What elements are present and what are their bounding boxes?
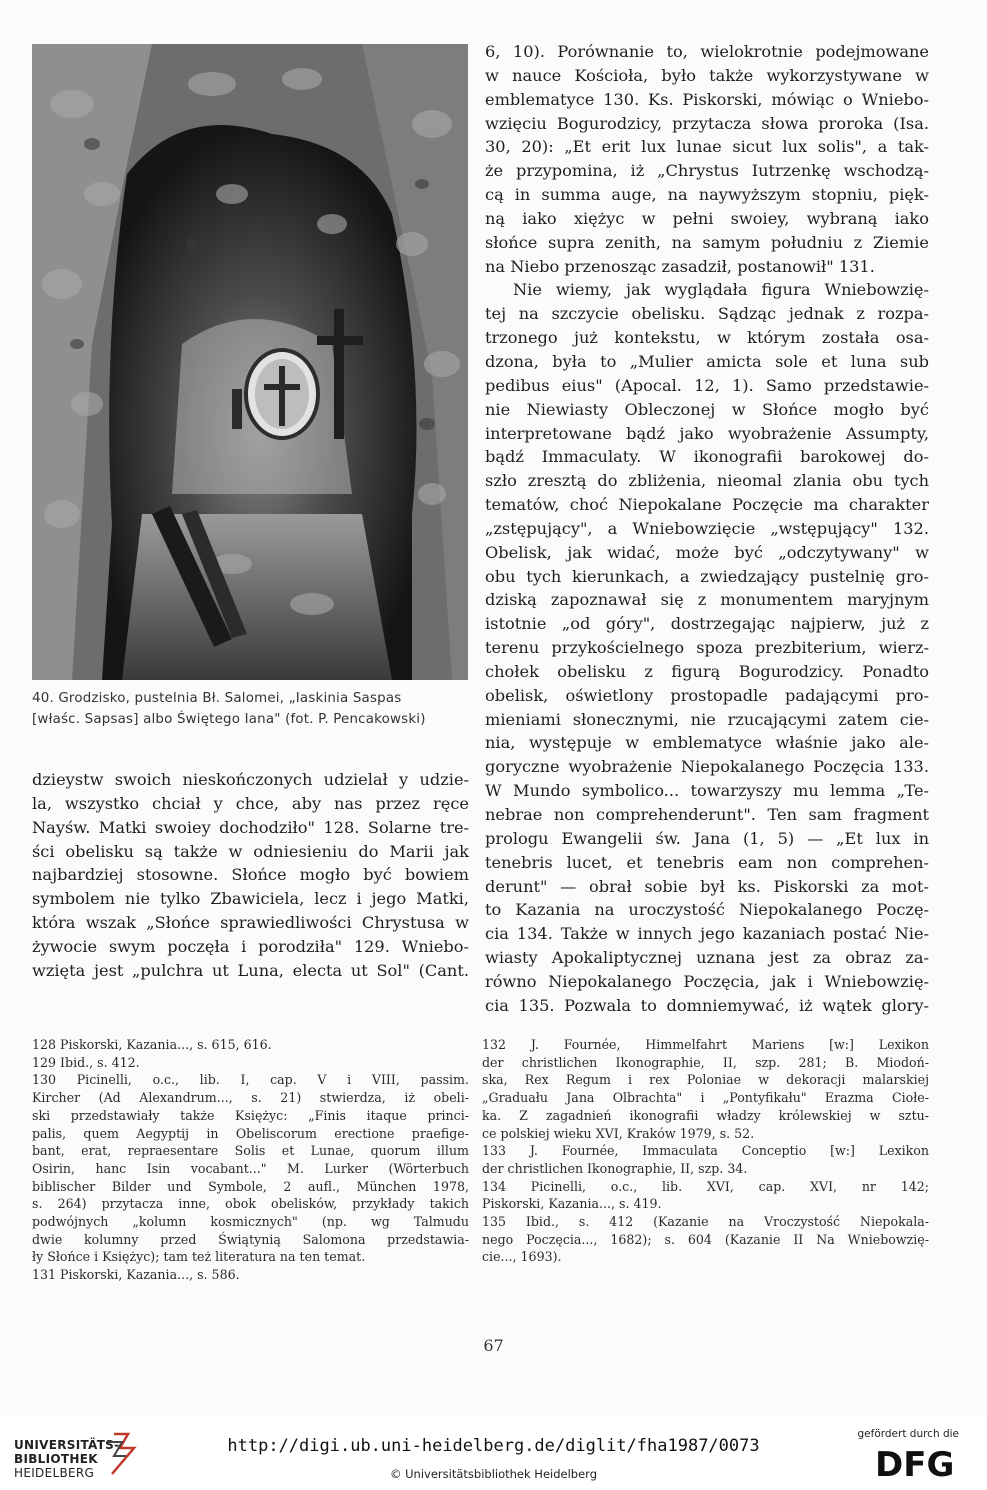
footnote-line: 135 Ibid., s. 412 (Kazanie na Vroczystość Niepokala- — [482, 1214, 929, 1230]
text-line: istotnie „od góry", dostrzegając najpierw, już z — [485, 614, 929, 634]
text-line: ści obelisku są także w odniesieniu do Marii jak — [32, 841, 469, 861]
text-line: interpretowane bądź jako wyobrażenie Assumpty, — [485, 423, 929, 443]
footnote-line: bant, erat, repraesentare Solis et Lunae, quorum illum — [32, 1143, 469, 1159]
footer-bar — [0, 1416, 987, 1490]
text-line: wzięciu Bogurodzicy, przytacza słowa proroka (Isa. — [485, 113, 929, 133]
footnote-line: palis, quem Aegyptij in Obeliscorum erectione praefige- — [32, 1125, 469, 1141]
text-line: Obelisk, jak widać, może być „odczytywany" w — [485, 542, 929, 562]
footnote-line: biblischer Bilder und Symbole, 2 aufl., München 1978, — [32, 1178, 469, 1194]
text-line: słońce supra zenith, na samym południu z Ziemie — [485, 232, 929, 252]
text-line: szło zresztą do zbliżenia, nieomal zlania obu tych — [485, 471, 929, 491]
dfg-logo — [875, 1445, 961, 1479]
footnote-line: Piskorski, Kazania..., s. 419. — [482, 1196, 662, 1212]
footnote-line: dwie kolumny przed Świątynią Salomona przedstawia- — [32, 1231, 469, 1247]
footnote-line: ski przedstawiały także Księżyc: „Finis itaque princi- — [32, 1107, 469, 1123]
footnote-line: Kircher (Ad Alexandrum..., s. 21) stwierdza, iż obeli- — [32, 1090, 469, 1106]
text-line: symbolem nie tylko Zbawiciela, lecz i jego Matki, — [32, 889, 469, 909]
text-line: W Mundo symbolico... towarzyszy mu lemma „Te- — [485, 781, 929, 801]
footnote-line: s. 264) przytacza inne, obok obelisków, przykłady takich — [32, 1196, 469, 1212]
text-line: prologu Ewangelii św. Jana (1, 5) — „Et lux in — [485, 828, 929, 848]
right-text-column — [485, 40, 929, 1018]
text-line: wzięta jest „pulchra ut Luna, electa ut Sol" (Cant. — [32, 960, 469, 980]
text-line: w nauce Kościoła, było także wykorzystywane w — [485, 65, 929, 85]
text-line: nie Niewiasty Obleczonej w Słońce mogło być — [485, 399, 929, 419]
text-line: cia 134. Także w innych jego kazaniach postać Nie- — [485, 924, 929, 944]
text-line: która wszak „Słońce sprawiedliwości Chrystusa w — [32, 913, 469, 933]
text-line: równo Niepokalanego Poczęcia, jak i Wniebowzię- — [485, 971, 929, 991]
document-url-link[interactable]: http://digi.ub.uni-heidelberg.de/diglit/fha1987/0073 — [227, 1436, 760, 1456]
footnote-line: 128 Piskorski, Kazania..., s. 615, 616. — [32, 1037, 272, 1052]
footnote-line: 133 J. Fournée, Immaculata Conceptio [w:] Lexikon — [482, 1143, 929, 1159]
footnote-line: der christlichen Ikonographie, II, szp. 34. — [482, 1160, 748, 1176]
copyright-notice: © Universitätsbibliothek Heidelberg — [389, 1467, 597, 1481]
footnote-line: cie..., 1693). — [482, 1249, 562, 1265]
text-line: derunt" — obrał sobie był ks. Piskorski za mot- — [485, 876, 929, 896]
text-line: chołek obelisku z figurą Bogurodzicy. Ponadto — [485, 661, 929, 681]
footnotes-left — [32, 1036, 469, 1284]
text-line: ną iako xiężyc w pełni swoiey, wybraną iako — [485, 208, 929, 228]
text-line: na Niebo przenosząc zasadził, postanowił" 131. — [485, 256, 875, 276]
text-line: najbardziej stosowne. Słońce mogło być bowiem — [32, 865, 469, 885]
footnote-line: ły Słońce i Księżyc); tam też literatura na ten temat. — [32, 1249, 366, 1265]
caption-line: 40. Grodzisko, pustelnia Bł. Salomei, „Iaskinia Saspas — [32, 691, 402, 706]
footnote-line: ska, Rex Regum i rex Poloniae w dekoracji malarskiej — [482, 1072, 929, 1088]
library-name-line: UNIVERSITÄTS- — [14, 1438, 120, 1452]
text-line: 6, 10). Porównanie to, wielokrotnie podejmowane — [485, 42, 929, 61]
text-line: cia 135. Pozwala to domniemywać, iż wątek glory- — [485, 995, 929, 1015]
footnote-line: „Graduału Jana Olbrachta" i „Pontyfikału" Erazma Ciołe- — [482, 1090, 929, 1106]
text-line: „zstępujący", a Wniebowzięcie „wstępujący" 132. — [485, 518, 929, 538]
page-number: 67 — [483, 1336, 504, 1355]
text-line: bądź Immaculaty. W ikonografii barokowej do- — [485, 447, 929, 467]
text-line: terenu przykościelnego spoza prezbiterium, wierz- — [485, 638, 929, 658]
footnote-line: 129 Ibid., s. 412. — [32, 1054, 140, 1070]
text-line: pedibus eius" (Apocal. 12, 1). Samo przedstawie- — [485, 375, 929, 395]
text-line: to Kazania na uroczystość Niepokalanego Poczę- — [485, 900, 929, 920]
left-text-column — [32, 768, 469, 983]
text-line: dziską zapoznawał się z monumentem maryjnym — [485, 590, 929, 610]
text-line: dzieystw swoich nieskończonych udzielał y udzie- — [32, 770, 469, 789]
text-line: emblematyce 130. Ks. Piskorski, mówiąc o Wniebo- — [485, 89, 929, 109]
footnote-line: ka. Z zagadnień ikonografii władzy królewskiej w sztu- — [482, 1107, 929, 1123]
text-line: tej na szczycie obelisku. Sądząc jednak z rozpa- — [485, 304, 929, 324]
caption-line: [właśc. Sapsas] albo Świętego Iana" (fot. P. Pencakowski) — [32, 712, 426, 727]
text-line: 30, 20): „Et erit lux lunae sicut lux solis", a tak- — [485, 137, 929, 157]
library-name-line: BIBLIOTHEK — [14, 1452, 98, 1466]
cave-photo-illustration — [32, 44, 468, 680]
text-line: goryczne wyobrażenie Niepokalanego Poczęcia 133. — [485, 757, 929, 777]
text-line: dzona, była to „Mulier amicta sole et luna sub — [485, 351, 929, 371]
footnote-line: nego Poczęcia..., 1682); s. 604 (Kazanie II Na Wniebowzię- — [482, 1231, 929, 1247]
footnote-line: der christlichen Ikonographie, II, szp. 281; B. Miodoń- — [482, 1054, 929, 1070]
text-line: obu tych kierunkach, a zwiedzający pustelnię gro- — [485, 566, 929, 586]
footnote-line: 130 Picinelli, o.c., lib. I, cap. V i VIII, passim. — [32, 1072, 469, 1088]
dfg-logo-text: DFG — [875, 1445, 955, 1479]
text-line: Nie wiemy, jak wyglądała figura Wniebowzię- — [513, 280, 929, 300]
funding-note: gefördert durch die — [857, 1428, 959, 1440]
footnote-line: 134 Picinelli, o.c., lib. XVI, cap. XVI, nr 142; — [482, 1178, 929, 1194]
text-line: Nayśw. Matki swoiey dochodziło" 128. Solarne tre- — [32, 817, 469, 837]
footnote-line: 131 Piskorski, Kazania..., s. 586. — [32, 1267, 240, 1283]
text-line: cą in summa auge, na naywyższym stopniu, pięk- — [485, 185, 929, 205]
footnote-line: ce polskiej wieku XVI, Kraków 1979, s. 52. — [482, 1125, 755, 1141]
text-line: mieniami słonecznymi, nie rzucającymi zatem cie- — [485, 709, 929, 729]
text-line: nia, występuje w emblematyce właśnie jako ale- — [485, 733, 929, 753]
text-line: la, wszystko chciał y chce, aby nas przez ręce — [32, 793, 469, 813]
text-line: trzonego już kontekstu, w którym została osa- — [485, 328, 929, 348]
text-line: tenebris lucet, et tenebris eam non comprehen- — [485, 852, 929, 872]
text-line: wiasty Apokaliptycznej uznana jest za obraz za- — [485, 948, 929, 968]
footnote-line: Osirin, hanc Isin vocabant..." M. Lurker (Wörterbuch — [32, 1160, 469, 1176]
text-line: nebrae non comprehenderunt". Ten sam fragment — [485, 805, 929, 824]
footnote-line: 132 J. Fournée, Himmelfahrt Mariens [w:] Lexikon — [482, 1037, 929, 1052]
text-line: tematów, choć Niepokalane Poczęcie ma charakter — [485, 495, 929, 515]
library-name-line: HEIDELBERG — [14, 1466, 95, 1480]
figure-caption — [32, 688, 472, 730]
footnotes-right — [482, 1036, 929, 1266]
text-line: żywocie swym poczęła i porodziła" 129. Wniebo- — [32, 936, 469, 956]
text-line: że przypomina, iż „Chrystus Iutrzenkę wschodzą- — [485, 161, 929, 181]
footnote-line: podwójnych „kolumn kosmicznych" (np. wg Talmudu — [32, 1214, 469, 1230]
cave-photograph — [32, 44, 468, 680]
text-line: obelisk, oświetlony prostopadle padającymi pro- — [485, 685, 929, 705]
